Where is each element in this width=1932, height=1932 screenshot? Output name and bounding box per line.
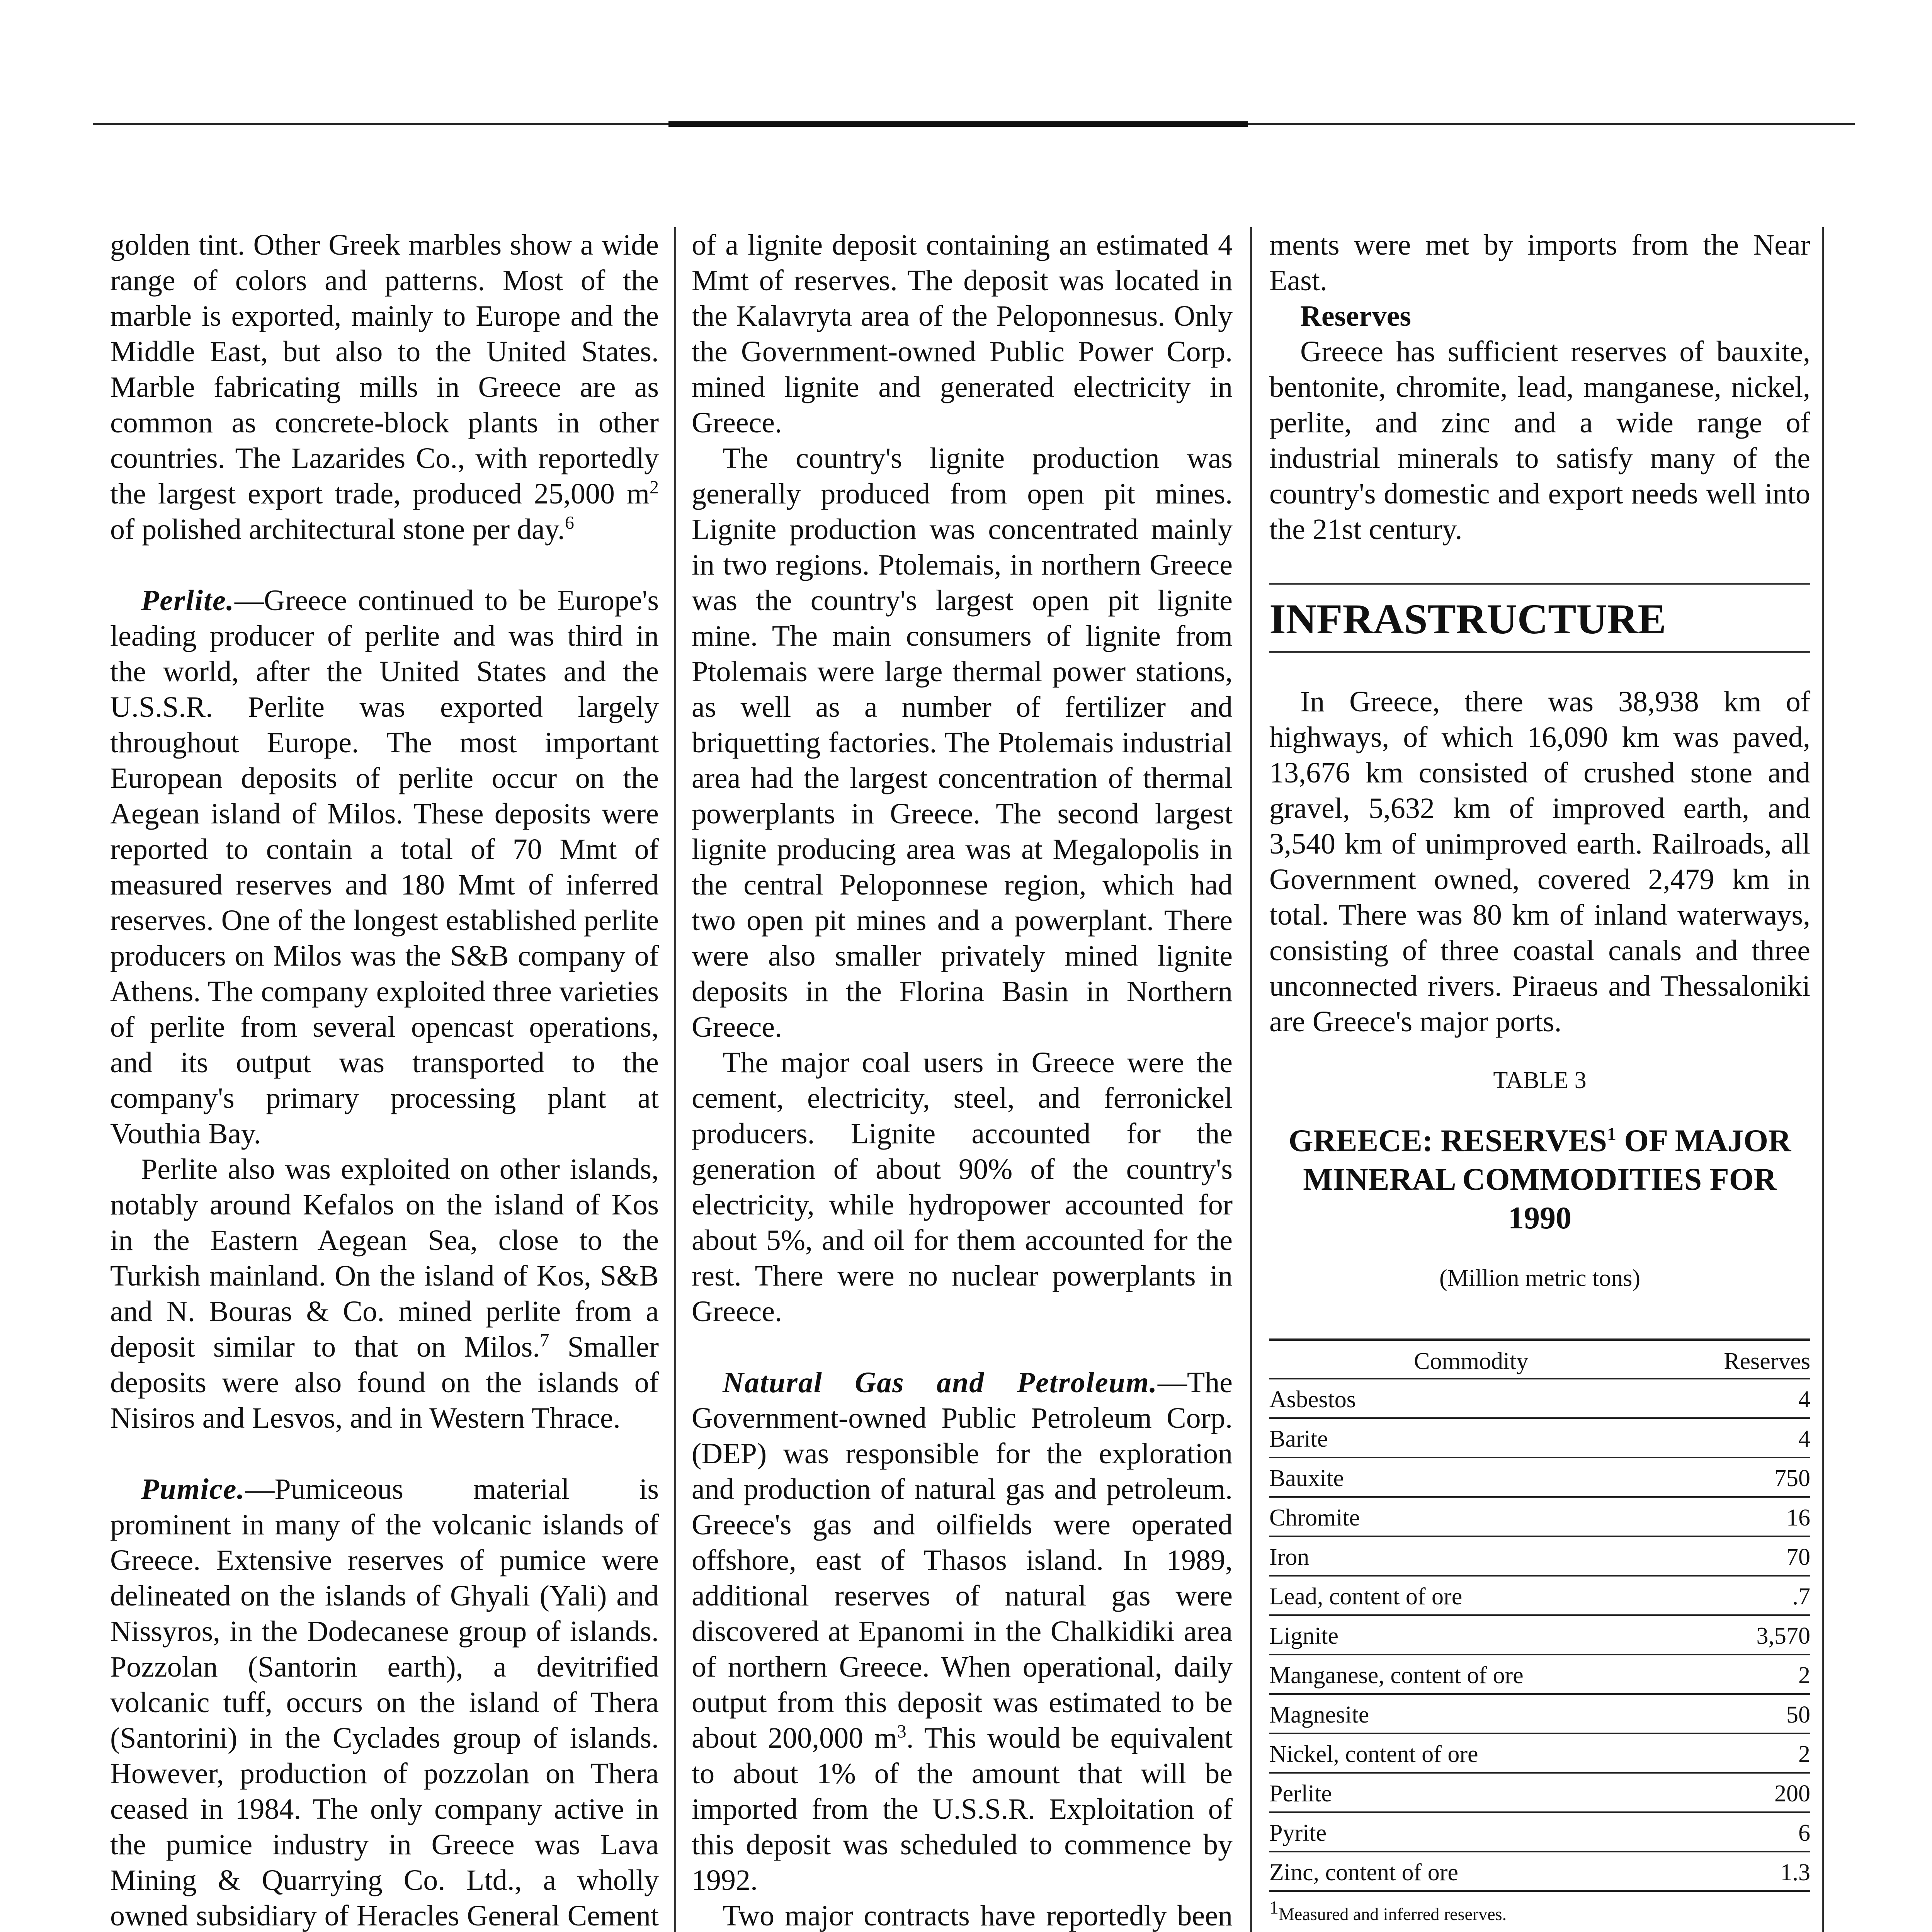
paragraph-perlite: Perlite.—Greece continued to be Europe's leading producer of perlite and was third in the world, after the United States and the U.S.S.R. Perlite was exported largely throughout Europe. The most important European deposits of perlite occur on the Aegean island of Milos. These deposits were reported to contain a total of 70 Mmt of measured reserves and 180 Mmt of inferred reserves. One of the longest established perlite producers on Milos was the S&B company of Athens. The company exploited three varieties of perlite from several opencast operations, and its output was transported to the company's primary processing plant at Vouthia Bay. (110, 584, 659, 1150)
table-row (1269, 1694, 1810, 1733)
gas-subheading: Natural Gas and Petroleum. (723, 1366, 1158, 1399)
column-1 (110, 227, 659, 1932)
paragraph-imports: ments were met by imports from the Near East. (1269, 229, 1810, 297)
paragraph-lignite-deposit: of a lignite deposit containing an estimated 4 Mmt of reserves. The deposit was located in the Kalavryta area of the Peloponnesus. Only the Government-owned Public Power Corp. mined lignite and generated electricity in Greece. (692, 229, 1233, 439)
table-row (1269, 1812, 1810, 1852)
column-rule-1 (674, 227, 676, 1932)
infrastructure-heading: INFRASTRUCTURE (1269, 583, 1810, 653)
table-row (1269, 1497, 1810, 1536)
table-header-row (1269, 1340, 1810, 1379)
column-header-reserves: Reserves (1673, 1340, 1810, 1379)
paragraph-coal-users: The major coal users in Greece were the cement, electricity, steel, and ferronickel producers. Lignite accounted for the generation of about 90% of the country's electricity, while hydropower accounted for about 5%, and oil for them accounted for the rest. There were no nuclear powerplants in Greece. (692, 1046, 1233, 1328)
table-row (1269, 1852, 1810, 1891)
reserves-cell: 3,570 (1673, 1615, 1810, 1655)
commodity-cell: Iron (1269, 1536, 1673, 1576)
paragraph-infrastructure: In Greece, there was 38,938 km of highways, of which 16,090 km was paved, 13,676 km consisted of crushed stone and gravel, 5,632 km of improved earth, and 3,540 km of unimproved earth. Railroads, all Government owned, covered 2,479 km in total. There was 80 km of inland waterways, consisting of three coastal canals and three unconnected rivers. Piraeus and Thessaloniki are Greece's major ports. (1269, 685, 1810, 1038)
table-row (1269, 1773, 1810, 1812)
reserves-cell: 2 (1673, 1733, 1810, 1773)
table-footnote: $^1$Measured and inferred reserves. (1269, 1897, 1507, 1924)
table-row (1269, 1733, 1810, 1773)
pumice-subheading: Pumice. (141, 1473, 245, 1505)
perlite-subheading: Perlite. (141, 584, 235, 617)
reserves-cell: 200 (1673, 1773, 1810, 1812)
table-row (1269, 1379, 1810, 1418)
reserves-heading: Reserves (1300, 300, 1411, 332)
commodity-cell: Pyrite (1269, 1812, 1673, 1852)
reserves-cell: 4 (1673, 1379, 1810, 1418)
paragraph-perlite-kos: Perlite also was exploited on other islands, notably around Kefalos on the island of Kos in the Eastern Aegean Sea, close to the Turkish mainland. On the island of Kos, S&B and N. Bouras & Co. mined perlite from a deposit similar to that on Milos.$^7$ Smaller deposits were also found on the islands of Nisiros and Lesvos, and in Western Thrace. (110, 1153, 659, 1434)
column-rule-3 (1822, 227, 1824, 1932)
commodity-cell: Zinc, content of ore (1269, 1852, 1673, 1891)
table-row (1269, 1615, 1810, 1655)
commodity-cell: Lignite (1269, 1615, 1673, 1655)
commodity-cell: Perlite (1269, 1773, 1673, 1812)
column-rule-2 (1250, 227, 1252, 1932)
paragraph-reserves: Greece has sufficient reserves of bauxite, bentonite, chromite, lead, manganese, nickel, perlite, and zinc and a wide range of industrial minerals to satisfy many of the country's domestic and export needs well into the 21st century. (1269, 335, 1810, 546)
table-row (1269, 1576, 1810, 1615)
reserves-table (1269, 1338, 1810, 1892)
table-units: (Million metric tons) (1439, 1265, 1641, 1291)
commodity-cell: Magnesite (1269, 1694, 1673, 1733)
commodity-cell: Lead, content of ore (1269, 1576, 1673, 1615)
table-row (1269, 1536, 1810, 1576)
paragraph-marble: golden tint. Other Greek marbles show a wide range of colors and patterns. Most of the marble is exported, mainly to Europe and the Middle East, but also to the United States. Marble fabricating mills in Greece are as common as concrete-block plants in other countries. The Lazarides Co., with reportedly the largest export trade, produced 25,000 $m^2$ of polished architectural stone per day.$^6$ (110, 229, 659, 546)
commodity-cell: Chromite (1269, 1497, 1673, 1536)
table-row (1269, 1418, 1810, 1458)
reserves-cell: .7 (1673, 1576, 1810, 1615)
reserves-cell: 1.3 (1673, 1852, 1810, 1891)
commodity-cell: Barite (1269, 1418, 1673, 1458)
table-row (1269, 1458, 1810, 1497)
paragraph-pumice: Pumice.—Pumiceous material is prominent in many of the volcanic islands of Greece. Extensive reserves of pumice were delineated on the islands of Ghyali (Yali) and Nissyros, in the Dodecanese group of islands. Pozzolan (Santorin earth), a devitrified volcanic tuff, occurs on the island of Thera (Santorini) in the Cyclades group of islands. However, production of pozzolan on Thera ceased in 1984. The only company active in the pumice industry in Greece was Lava Mining & Quarrying Co. Ltd., a wholly owned subsidiary of Heracles General Cement (110, 1473, 659, 1932)
reserves-cell: 50 (1673, 1694, 1810, 1733)
table-label: TABLE 3 (1493, 1067, 1587, 1094)
paragraph-lignite-production: The country's lignite production was generally produced from open pit mines. Lignite production was concentrated mainly in two regions. Ptolemais, in northern Greece was the country's largest open pit lignite mine. The main consumers of lignite from Ptolemais were large thermal power stations, as well as a number of fertilizer and briquetting factories. The Ptolemais industrial area had the largest concentration of thermal powerplants in Greece. The second largest lignite producing area was at Megalopolis in the central Peloponnese region, which had two open pit mines and a powerplant. There were also smaller privately mined lignite deposits in the Florina Basin in Northern Greece. (692, 442, 1233, 1043)
top-rule-accent (668, 121, 1248, 127)
table-title: GREECE: RESERVES$^1$ OF MAJOR MINERAL COMMODITIES FOR 1990 (1288, 1123, 1791, 1235)
reserves-cell: 2 (1673, 1655, 1810, 1694)
reserves-cell: 70 (1673, 1536, 1810, 1576)
paragraph-pipeline-contracts: Two major contracts have reportedly been (723, 1900, 1233, 1932)
reserves-cell: 750 (1673, 1458, 1810, 1497)
column-2 (692, 227, 1233, 1932)
commodity-cell: Asbestos (1269, 1379, 1673, 1418)
paragraph-natural-gas: Natural Gas and Petroleum.—The Government-owned Public Petroleum Corp. (DEP) was responsible for the exploration and production of natural gas and petroleum. Greece's gas and oilfields were operated offshore, east of Thasos island. In 1989, additional reserves of natural gas were discovered at Epanomi in the Chalkidiki area of northern Greece. When operational, daily output from this deposit was estimated to be about 200,000 $m^3$. This would be equivalent to about 1% of the amount that will be imported from the U.S.S.R. Exploitation of this deposit was scheduled to commence by 1992. (692, 1366, 1233, 1896)
reserves-cell: 4 (1673, 1418, 1810, 1458)
commodity-cell: Nickel, content of ore (1269, 1733, 1673, 1773)
column-header-commodity: Commodity (1269, 1340, 1673, 1379)
reserves-cell: 6 (1673, 1812, 1810, 1852)
reserves-cell: 16 (1673, 1497, 1810, 1536)
table-row (1269, 1655, 1810, 1694)
commodity-cell: Bauxite (1269, 1458, 1673, 1497)
commodity-cell: Manganese, content of ore (1269, 1655, 1673, 1694)
column-3 (1269, 227, 1810, 1932)
